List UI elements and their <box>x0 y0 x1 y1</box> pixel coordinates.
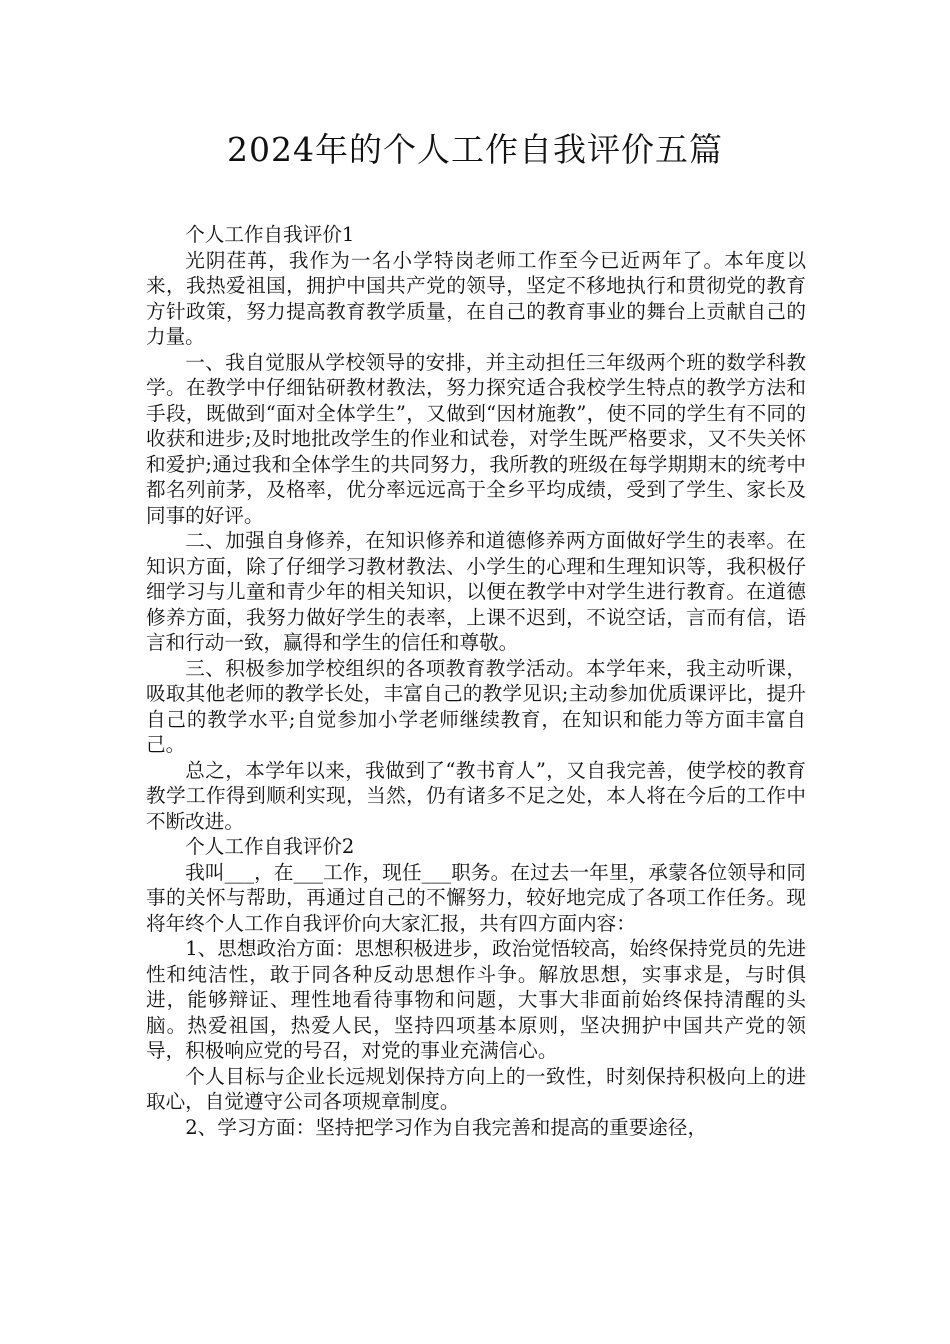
section-heading: 个人工作自我评价1 <box>185 223 355 246</box>
paragraph: 2、学习方面：坚持把学习作为自我完善和提高的重要途径， <box>185 1115 708 1139</box>
paragraph: 1、思想政治方面：思想积极进步，政治觉悟较高，始终保持党员的先进性和纯洁性，敢于同各种反动思想作斗争。解放思想，实事求是，与时俱进，能够辩证、理性地看待事物和问题，大事大非面前始终保持清醒的头脑。热爱祖国，热爱人民，坚持四项基本原则，坚决拥护中国共产党的领导，积极响应党的号召，对党的事业充满信心。 <box>146 937 806 1062</box>
paragraph: 一、我自觉服从学校领导的安排，并主动担任三年级两个班的数学科教学。在教学中仔细钻研教材教法，努力探究适合我校学生特点的教学方法和手段，既做到“面对全体学生”，又做到“因材施教”，使不同的学生有不同的收获和进步;及时地批改学生的作业和试卷，对学生既严格要求，又不失关怀和爱护;通过我和全体学生的共同努力，我所教的班级在每学期期末的统考中都名列前茅，及格率，优分率远远高于全乡平均成绩，受到了学生、家长及同事的好评。 <box>146 350 806 527</box>
paragraph: 个人目标与企业长远规划保持方向上的一致性，时刻保持积极向上的进取心，自觉遵守公司各项规章制度。 <box>146 1064 806 1113</box>
paragraph: 光阴荏苒，我作为一名小学特岗老师工作至今已近两年了。本年度以来，我热爱祖国，拥护中国共产党的领导，坚定不移地执行和贯彻党的教育方针政策，努力提高教育教学质量，在自己的教育事业的舞台上贡献自己的力量。 <box>146 248 806 348</box>
paragraph: 总之，本学年以来，我做到了“教书育人”，又自我完善，使学校的教育教学工作得到顺利实现，当然，仍有诸多不足之处，本人将在今后的工作中不断改进。 <box>146 758 806 833</box>
document-body <box>146 222 806 1140</box>
section-heading: 个人工作自我评价2 <box>185 835 355 858</box>
paragraph: 我叫___，在___工作，现任___职务。在过去一年里，承蒙各位领导和同事的关怀与帮助，再通过自己的不懈努力，较好地完成了各项工作任务。现将年终个人工作自我评价向大家汇报，共有四方面内容： <box>146 860 806 935</box>
paragraph: 三、积极参加学校组织的各项教育教学活动。本学年来，我主动听课，吸取其他老师的教学长处，丰富自己的教学见识;主动参加优质课评比，提升自己的教学水平;自觉参加小学老师继续教育，在知识和能力等方面丰富自己。 <box>146 656 806 756</box>
paragraph: 二、加强自身修养，在知识修养和道德修养两方面做好学生的表率。在知识方面，除了仔细学习教材教法、小学生的心理和生理知识等，我积极仔细学习与儿童和青少年的相关知识，以便在教学中对学生进行教育。在道德修养方面，我努力做好学生的表率，上课不迟到，不说空话，言而有信，语言和行动一致，赢得和学生的信任和尊敬。 <box>146 529 806 654</box>
document-title: 2024年的个人工作自我评价五篇 <box>227 130 723 169</box>
